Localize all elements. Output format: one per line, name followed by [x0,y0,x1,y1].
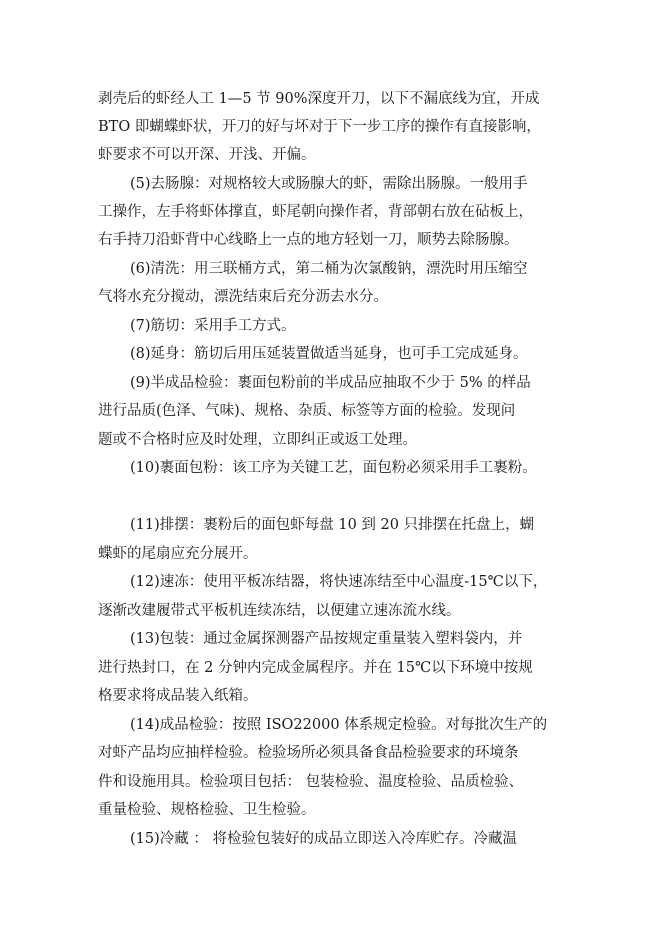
text-line: (13)包装：通过金属探测器产品按规定重量装入塑料袋内，并 [130,631,523,647]
text-line: (8)延身：筋切后用压延装置做适当延身，也可手工完成延身。 [130,346,528,362]
text-line: (11)排摆：裹粉后的面包虾每盘 10 到 20 只排摆在托盘上，蝴 [130,517,535,533]
text-line: 气将水充分搅动，漂洗结束后充分沥去水分。 [98,289,388,305]
text-line: 重量检验、规格检验、卫生检验。 [98,802,316,818]
text-line: 题或不合格时应及时处理，立即纠正或返工处理。 [98,432,417,448]
text-line: (5)去肠腺：对规格较大或肠腺大的虾，需除出肠腺。一般用手 [130,176,528,192]
text-line: (10)裹面包粉：该工序为关键工艺，面包粉必须采用手工裹粉。 [130,460,537,476]
text-line: 剥壳后的虾经人工 1—5 节 90%深度开刀，以下不漏底线为宜，开成 [98,91,540,107]
text-line: 进行品质(色泽、气味)、规格、杂质、标签等方面的检验。发现问 [98,403,516,419]
text-line: 虾要求不可以开深、开浅、开偏。 [98,147,316,163]
text-line: (12)速冻：使用平板冻结器，将快速冻结至中心温度-15℃以下， [130,574,548,590]
text-line: 蝶虾的尾扇应充分展开。 [98,546,258,562]
text-line: (7)筋切：采用手工方式。 [130,318,296,334]
text-line: 进行热封口，在 2 分钟内完成金属程序。并在 15℃以下环境中按规 [98,660,533,676]
text-line: (15)冷藏 ： 将检验包装好的成品立即送入冷库贮存。冷藏温 [130,831,517,847]
text-line: 右手持刀沿虾背中心线略上一点的地方轻划一刀，顺势去除肠腺。 [98,232,519,248]
text-line: 格要求将成品装入纸箱。 [98,688,258,704]
text-line: 工操作，左手将虾体撑直，虾尾朝向操作者，背部朝右放在砧板上， [98,204,533,220]
text-line: (14)成品检验：按照 ISO22000 体系规定检验。对每批次生产的 [130,717,548,733]
text-line: 对虾产品均应抽样检验。检验场所必须具备食品检验要求的环境条 [98,745,519,761]
text-line: (9)半成品检验：裹面包粉前的半成品应抽取不少于 5% 的样品 [130,375,531,391]
text-line: 件和设施用具。检验项目包括： 包装检验、温度检验、品质检验、 [98,774,524,790]
text-line: (6)清洗：用三联桶方式，第二桶为次氯酸钠，漂洗时用压缩空 [130,261,528,277]
text-line: BTO 即蝴蝶虾状，开刀的好与坏对于下一步工序的操作有直接影响， [98,119,541,135]
text-line: 逐渐改建履带式平板机连续冻结，以便建立速冻流水线。 [98,603,461,619]
